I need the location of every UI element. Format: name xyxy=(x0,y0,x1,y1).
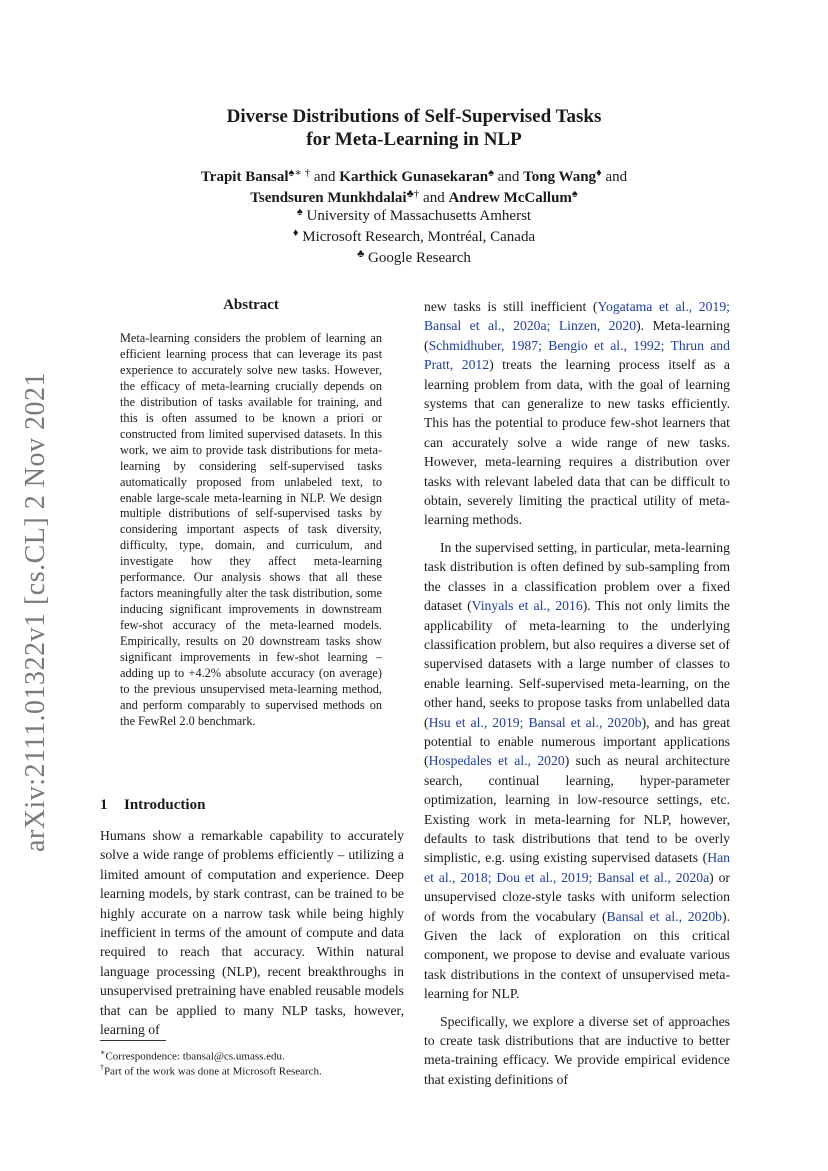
author-marks: ♣† xyxy=(406,188,420,200)
and-connector: and xyxy=(493,169,524,185)
paragraph-supervised-setting: In the supervised setting, in particular, meta-learning task distribution is often defined by sub-sampling from the classes in a classification problem over a fixed dataset (Vinyals et al., 2016). This not only limits the applicability of meta-learning to the underlying classification problem, but also requires a diverse set of supervised datasets with a large number of classes to enable learning. Self-supervised meta-learning, on the other hand, seeks to propose tasks from unlabelled data (Hsu et al., 2019; Bansal et al., 2020b), and has great potential to enable numerous important applications (Hospedales et al., 2020) such as neural architecture search, continual learning, hyper-parameter optimization, learning in low-resource settings, etc. Existing work in meta-learning for NLP, however, defaults to task distributions that tend to be overly simplistic, e.g. using existing supervised datasets (Han et al., 2018; Dou et al., 2019; Bansal et al., 2020a) or unsupervised cloze-style tasks with uniform selection of words from the vocabulary (Bansal et al., 2020b). Given the lack of exploration on this critical component, we propose to devise and evaluate various task distributions in the context of unsupervised meta-learning for NLP. xyxy=(424,539,731,1002)
footnote-mark: † xyxy=(100,1063,104,1072)
affiliations xyxy=(0,206,828,269)
affiliation-umass xyxy=(0,206,828,227)
author-marks: ♠ xyxy=(571,188,578,200)
author-list xyxy=(0,167,828,209)
citation-link[interactable]: Hsu et al., 2019; Bansal et al., 2020b xyxy=(428,714,642,730)
section-title: Introduction xyxy=(124,797,206,813)
and-connector: and xyxy=(419,190,449,206)
citation-link[interactable]: Yogatama et al., 2019; Bansal et al., 2020a; Linzen, 2020 xyxy=(424,299,730,334)
citation-link[interactable]: Hospedales et al., 2020 xyxy=(428,753,565,769)
paragraph-meta-learning: new tasks is still inefficient (Yogatama et al., 2019; Bansal et al., 2020a; Linzen, 2020). Meta-learning (Schmidhuber, 1987; Bengio et al., 1992; Thrun and Pratt, 2012) treats the learning process itself as a learning problem from data, with the goal of learning systems that can generalize to new tasks efficiently. This has the potential to produce few-shot learners that can accurately solve a wide range of new tasks. However, meta-learning requires a distribution over tasks with relevant labeled data that can be difficult to obtain, severely limiting the practical utility of meta-learning methods. xyxy=(424,299,730,528)
author-marks: ♠∗ † xyxy=(288,167,311,179)
diamond-icon: ♦ xyxy=(292,227,299,239)
author-name: Tong Wang xyxy=(523,169,597,185)
affiliation-name: Microsoft Research, Montréal, Canada xyxy=(302,229,536,245)
spade-icon: ♠ xyxy=(296,206,303,218)
author-name: Tsendsuren Munkhdalai xyxy=(250,190,407,206)
affiliation-microsoft xyxy=(0,227,828,248)
affiliation-name: Google Research xyxy=(368,250,471,266)
citation-link[interactable]: Bansal et al., 2020b xyxy=(606,908,723,924)
author-marks: ♠ xyxy=(488,167,494,179)
footnote-microsoft xyxy=(100,1061,404,1079)
citation-link[interactable]: Schmidhuber, 1987; Bengio et al., 1992; Thrun and Pratt, 2012 xyxy=(424,337,730,373)
title-line-2: for Meta-Learning in NLP xyxy=(306,129,522,150)
right-column xyxy=(424,297,730,1097)
club-icon: ♣ xyxy=(357,248,365,260)
footnote-text: Correspondence: tbansal@cs.umass.edu. xyxy=(105,1050,285,1063)
affiliation-name: University of Massachusetts Amherst xyxy=(306,208,532,224)
affiliation-google xyxy=(0,248,828,269)
abstract-heading: Abstract xyxy=(223,297,279,313)
paper-title xyxy=(0,105,828,151)
citation-link[interactable]: Han et al., 2018; Dou et al., 2019; Bansal et al., 2020a xyxy=(424,850,730,885)
citation-link[interactable]: Vinyals et al., 2016 xyxy=(471,598,583,614)
and-connector: and xyxy=(310,169,340,185)
and-connector: and xyxy=(601,169,628,185)
footnote-divider xyxy=(100,1040,166,1041)
intro-paragraph-left: Humans show a remarkable capability to accurately solve a wide range of problems efficiently – utilizing a limited amount of computation and experience. Deep learning models, by stark contrast, can be trained to be highly accurate on a narrow task while being highly inefficient in terms of the amount of compute and data required to reach that accuracy. Within natural language processing (NLP), recent breakthroughs in unsupervised pretraining have enabled reusable models that can be applied to many NLP tasks, however, learning of xyxy=(100,828,404,1038)
section-heading xyxy=(100,797,205,814)
section-number: 1 xyxy=(100,797,108,813)
author-name: Andrew McCallum xyxy=(448,190,572,206)
arxiv-identifier: arXiv:2111.01322v1 [cs.CL] 2 Nov 2021 xyxy=(20,372,51,852)
footnote-text: Part of the work was done at Microsoft Research. xyxy=(104,1065,322,1078)
abstract-body: Meta-learning considers the problem of learning an efficient learning process that can leverage its past experience to accurately solve new tasks. However, the efficacy of meta-learning crucially depends on the distribution of tasks available for training, and this is often assumed to be known a priori or constructed from limited supervised datasets. In this work, we aim to provide task distributions for meta-learning by considering self-supervised tasks automatically proposed from unlabeled text, to enable large-scale meta-learning in NLP. We design multiple distributions of self-supervised tasks by considering important aspects of task diversity, difficulty, type, domain, and curriculum, and investigate how they affect meta-learning performance. Our analysis shows that all these factors meaningfully alter the task distribution, some inducing significant improvements in downstream few-shot accuracy of the meta-learned models. Empirically, results on 20 downstream tasks show significant improvements in few-shot learning – adding up to +4.2% absolute accuracy (on average) to the previous unsupervised meta-learning method, and perform comparably to supervised methods on the FewRel 2.0 benchmark. xyxy=(120,331,382,728)
footnote-mark: ∗ xyxy=(100,1048,106,1057)
paragraph-specifically: Specifically, we explore a diverse set of approaches to create task distributions that are inductive to better meta-training efficacy. We provide empirical evidence that existing definitions of xyxy=(424,1013,730,1087)
author-name: Karthick Gunasekaran xyxy=(339,169,489,185)
author-name: Trapit Bansal xyxy=(200,169,289,185)
title-line-1: Diverse Distributions of Self-Supervised Tasks xyxy=(226,106,602,127)
author-marks: ♦ xyxy=(596,167,602,179)
